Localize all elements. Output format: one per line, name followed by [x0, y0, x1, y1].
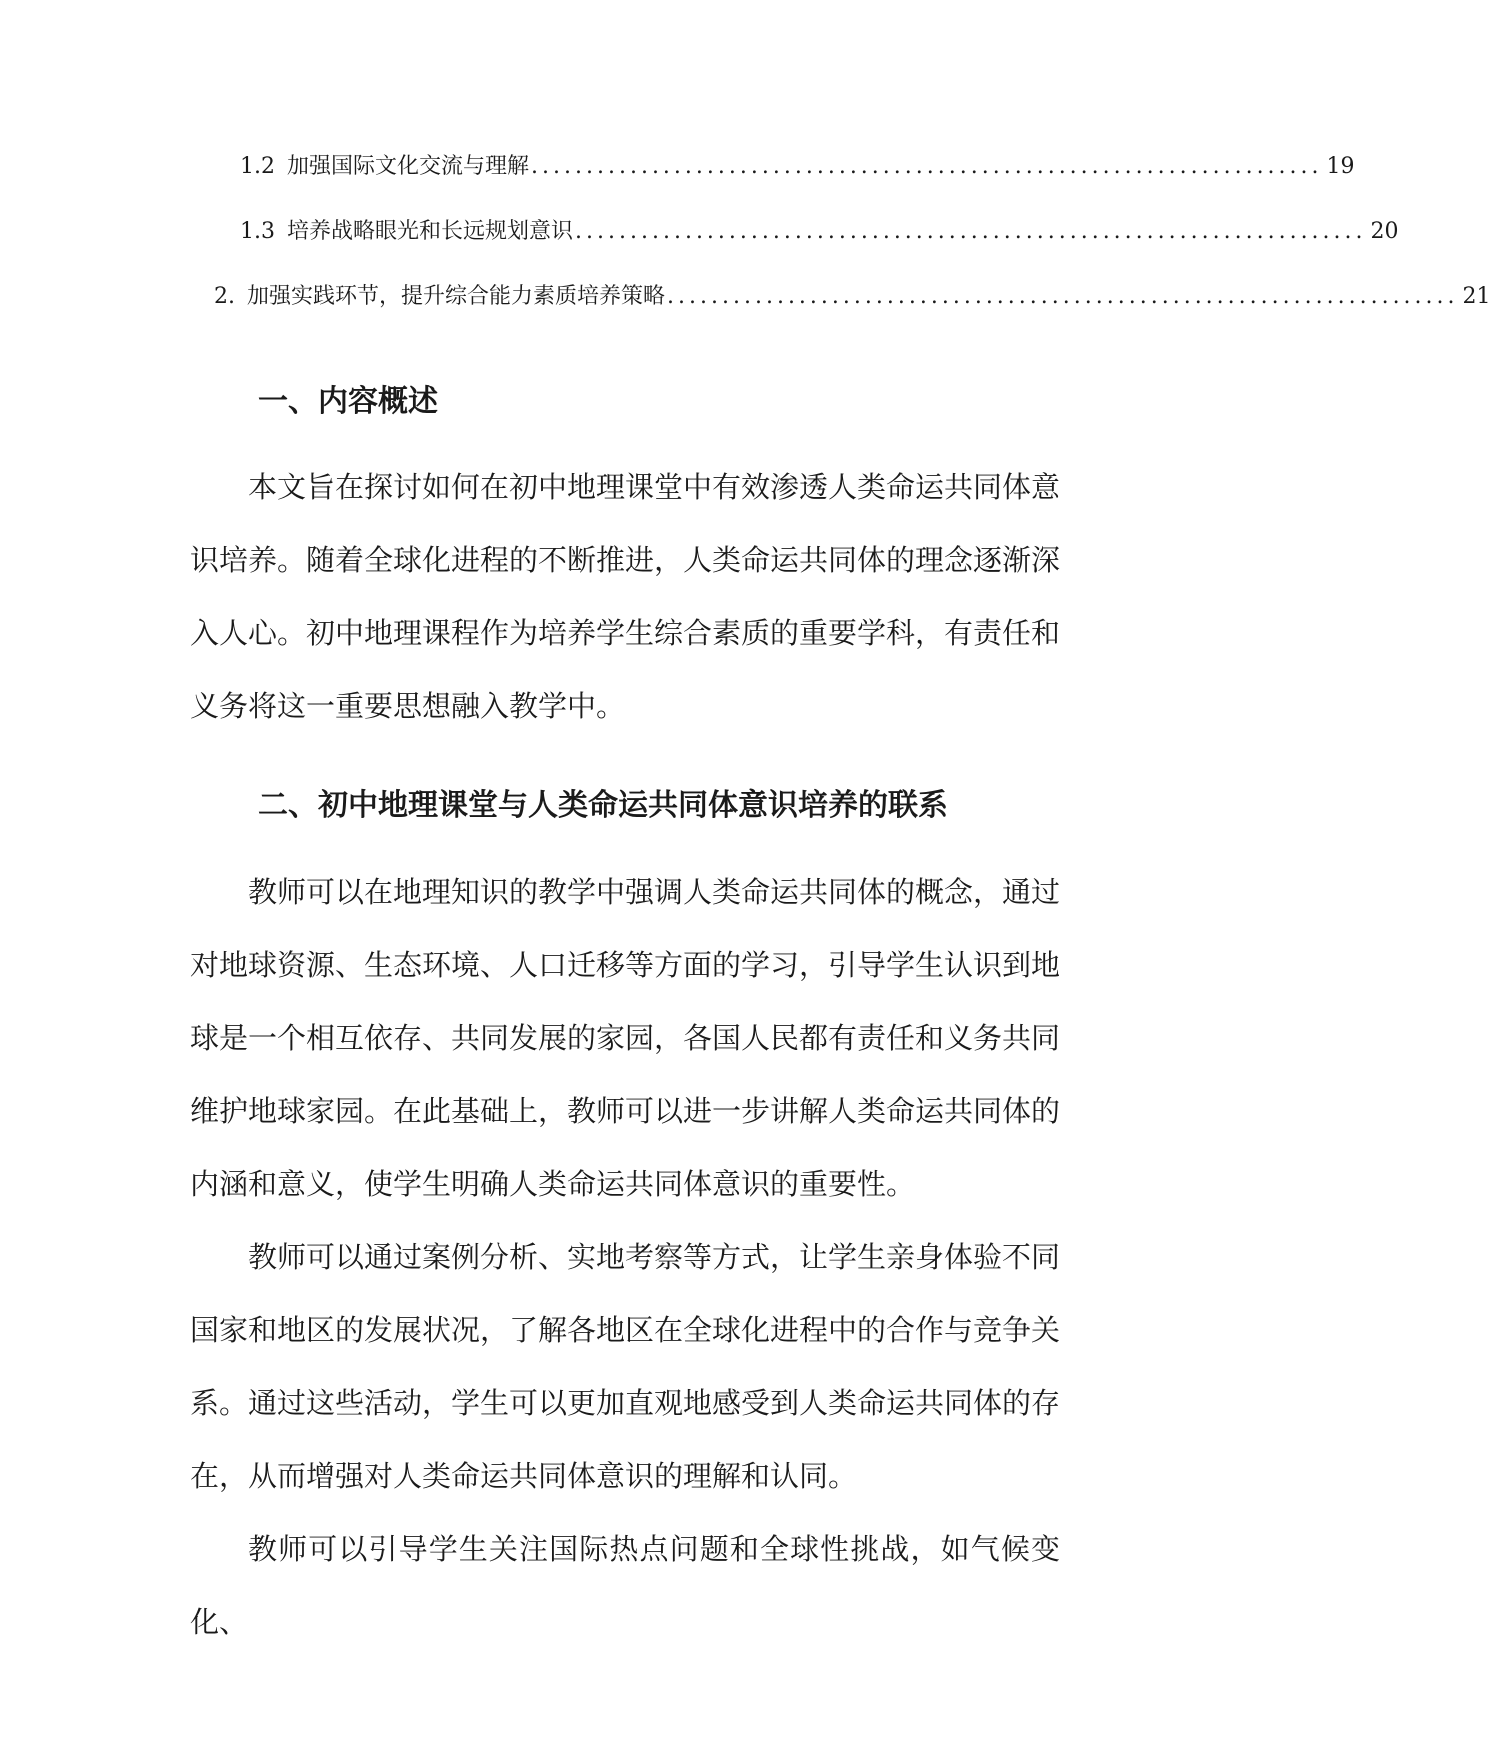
section-heading-connection: 二、初中地理课堂与人类命运共同体意识培养的联系 [258, 788, 948, 823]
toc-entry-title: 培养战略眼光和长远规划意识 [287, 219, 574, 244]
body-paragraph: 教师可以在地理知识的教学中强调人类命运共同体的概念，通过对地球资源、生态环境、人口迁移等方面的学习，引导学生认识到地球是一个相互依存、共同发展的家园，各国人民都有责任和义务共同维护地球家园。在此基础上，教师可以进一步讲解人类命运共同体的内涵和意义，使学生明确人类命运共同体意识的重要性。 [190, 875, 1061, 1201]
toc-entry-page: 20 [1370, 219, 1399, 244]
toc-entry-page: 19 [1326, 154, 1355, 179]
section-heading-overview: 一、内容概述 [258, 384, 438, 419]
toc-entry-title: 加强国际文化交流与理解 [287, 154, 530, 179]
body-paragraph: 教师可以通过案例分析、实地考察等方式，让学生亲身体验不同国家和地区的发展状况，了解各地区在全球化进程中的合作与竞争关系。通过这些活动，学生可以更加直观地感受到人类命运共同体的存在，从而增强对人类命运共同体意识的理解和认同。 [190, 1240, 1061, 1493]
toc-entry-number: 1.2 [240, 154, 275, 179]
toc-entry-2 [214, 282, 1491, 312]
body-paragraph: 教师可以引导学生关注国际热点问题和全球性挑战，如气候变化、 [190, 1532, 1060, 1639]
toc-leader-dots: ........................................................................ [575, 219, 1367, 244]
body-paragraph: 本文旨在探讨如何在初中地理课堂中有效渗透人类命运共同体意识培养。随着全球化进程的不断推进，人类命运共同体的理念逐渐深入人心。初中地理课程作为培养学生综合素质的重要学科，有责任和义务将这一重要思想融入教学中。 [190, 470, 1061, 723]
toc-entry-page: 21 [1462, 284, 1491, 309]
toc-leader-dots: ........................................................................ [667, 284, 1459, 309]
toc-entry-1-2 [240, 152, 1355, 182]
toc-entry-number: 1.3 [240, 219, 275, 244]
toc-entry-1-3 [240, 217, 1399, 247]
toc-entry-title: 加强实践环节，提升综合能力素质培养策略 [247, 284, 666, 309]
toc-entry-number: 2. [214, 284, 235, 309]
toc-leader-dots: ........................................................................ [531, 154, 1323, 179]
